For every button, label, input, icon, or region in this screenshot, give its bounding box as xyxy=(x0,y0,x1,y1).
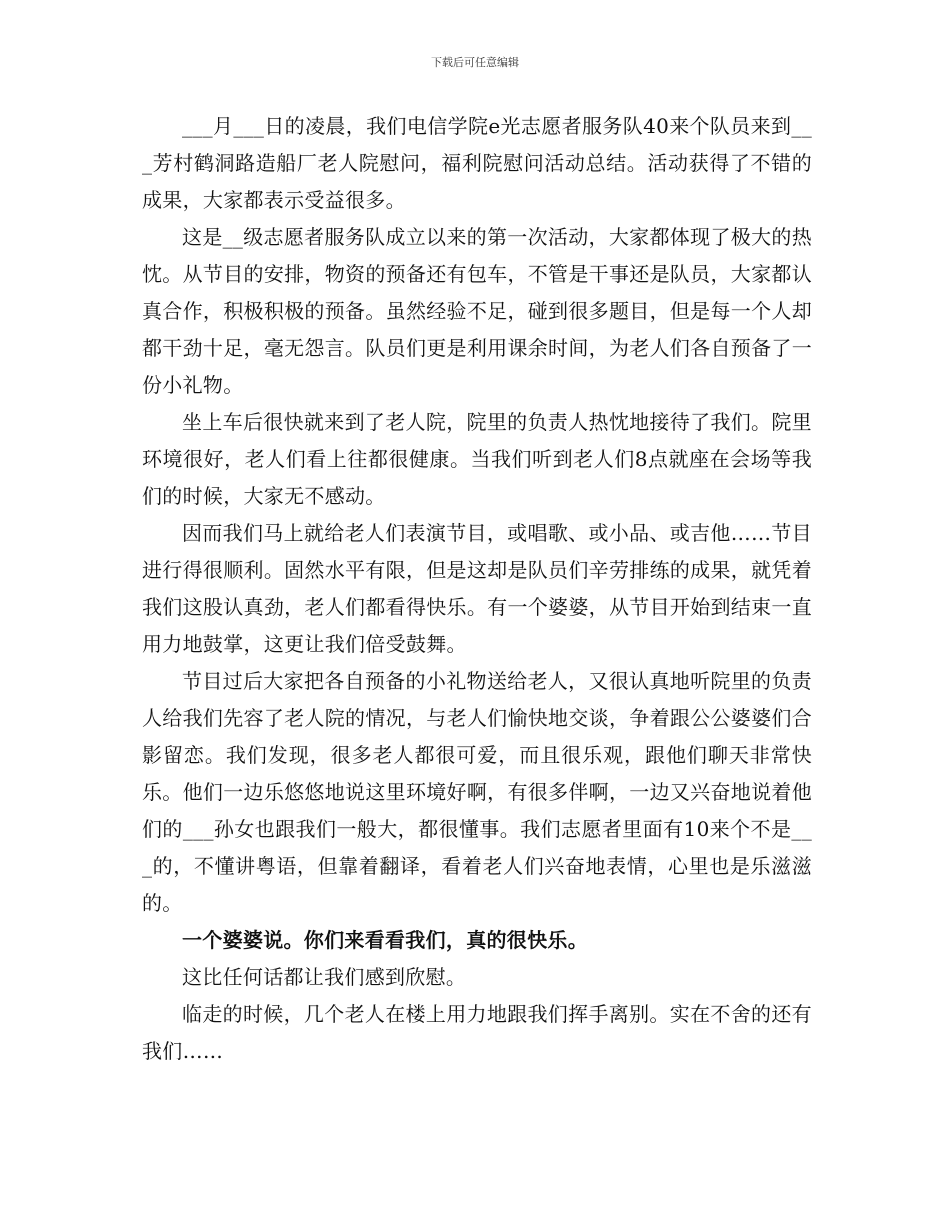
paragraph-arrival: 坐上车后很快就来到了老人院，院里的负责人热忱地接待了我们。院里环境很好，老人们看上往都很健康。当我们听到老人们8点就座在会场等我们的时候，大家无不感动。 xyxy=(142,410,812,508)
page-header: 下载后可任意编辑 xyxy=(431,56,519,69)
paragraph-comfort: 这比任何话都让我们感到欣慰。 xyxy=(182,965,467,989)
document-body xyxy=(142,108,812,1070)
paragraph-quote: 一个婆婆说。你们来看看我们，真的很快乐。 xyxy=(182,928,588,952)
paragraph-intro: ___月___日的凌晨，我们电信学院e光志愿者服务队40来个队员来到___芳村鹤洞路造船厂老人院慰问，福利院慰问活动总结。活动获得了不错的成果，大家都表示受益很多。 xyxy=(142,114,812,212)
paragraph-performance: 因而我们马上就给老人们表演节目，或唱歌、或小品、或吉他……节目进行得很顺利。固然水平有限，但是这却是队员们辛劳排练的成果，就凭着我们这股认真劲，老人们都看得快乐。有一个婆婆，从节目开始到结束一直用力地鼓掌，这更让我们倍受鼓舞。 xyxy=(142,521,812,656)
paragraph-preparation: 这是__级志愿者服务队成立以来的第一次活动，大家都体现了极大的热忱。从节目的安排，物资的预备还有包车，不管是干事还是队员，大家都认真合作，积极积极的预备。虽然经验不足，碰到很多题目，但是每一个人却都干劲十足，毫无怨言。队员们更是利用课余时间，为老人们各自预备了一份小礼物。 xyxy=(142,225,812,397)
paragraph-gifts: 节目过后大家把各自预备的小礼物送给老人，又很认真地听院里的负责人给我们先容了老人院的情况，与老人们愉快地交谈，争着跟公公婆婆们合影留恋。我们发现，很多老人都很可爱，而且很乐观，跟他们聊天非常快乐。他们一边乐悠悠地说这里环境好啊，有很多伴啊，一边又兴奋地说着他们的___孙女也跟我们一般大，都很懂事。我们志愿者里面有10来个不是___的，不懂讲粤语，但靠着翻译，看着老人们兴奋地表情，心里也是乐滋滋的。 xyxy=(142,669,812,915)
paragraph-farewell: 临走的时候，几个老人在楼上用力地跟我们挥手离别。实在不舍的还有我们…… xyxy=(142,1002,812,1063)
